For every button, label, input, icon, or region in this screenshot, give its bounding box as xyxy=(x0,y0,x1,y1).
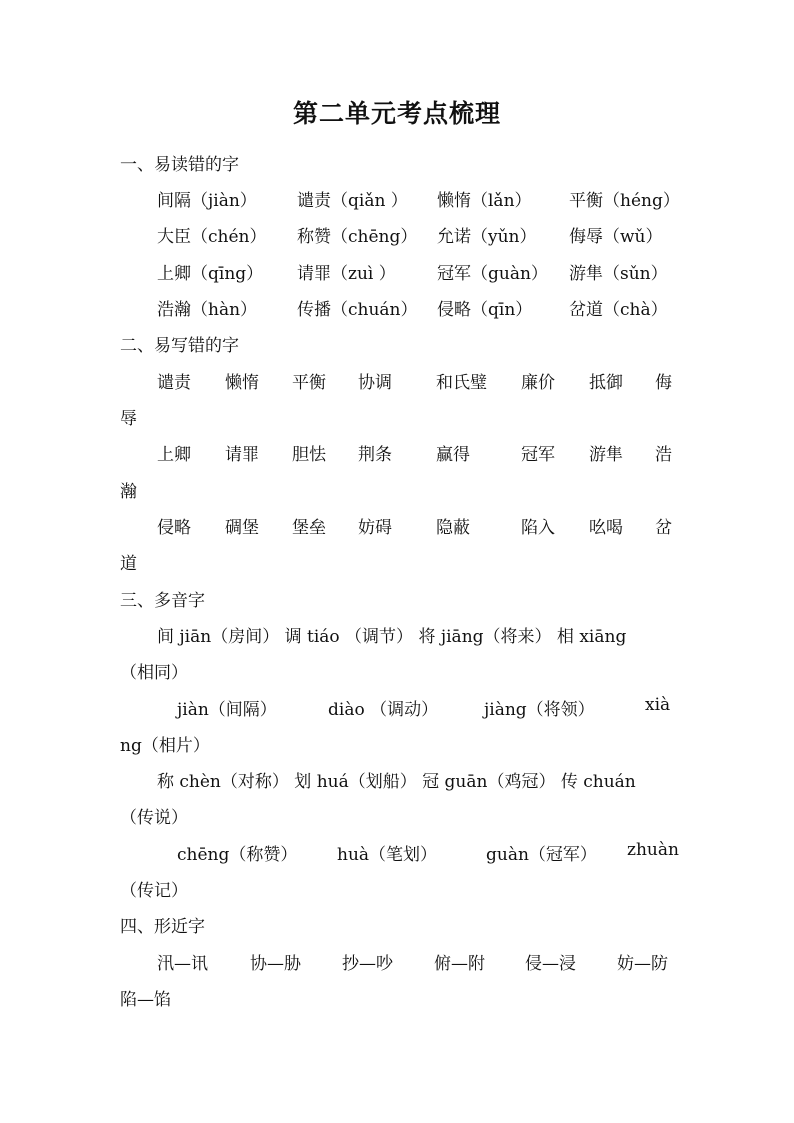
word-pinyin: 传播（chuán） xyxy=(297,300,418,320)
word: 侮 xyxy=(655,373,672,393)
word: 赢得 xyxy=(436,445,470,465)
word-pinyin: 大臣（chén） xyxy=(157,227,267,247)
polyphone-part: guàn（冠军） xyxy=(486,845,597,865)
word-pinyin: 浩瀚（hàn） xyxy=(157,300,258,320)
word: 隐蔽 xyxy=(436,518,470,538)
word: 岔 xyxy=(655,518,672,538)
word: 懒惰 xyxy=(225,373,259,393)
polyphone-wrap: （相同） xyxy=(120,663,188,683)
section2-heading: 二、易写错的字 xyxy=(120,336,239,356)
word: 浩 xyxy=(655,445,672,465)
page-title: 第二单元考点梳理 xyxy=(292,99,501,128)
word: 抵御 xyxy=(589,373,623,393)
word-pinyin: 侮辱（wǔ） xyxy=(569,227,663,247)
wrapped-char: 辱 xyxy=(120,409,137,429)
polyphone-text: 间 jiān（房间） 调 tiáo （调节） 将 jiāng（将来） 相 xiāng xyxy=(157,627,627,647)
word-pinyin: 谴责（qiǎn ） xyxy=(297,191,408,211)
word-pinyin: 侵略（qīn） xyxy=(437,300,533,320)
word: 妨碍 xyxy=(358,518,392,538)
char-pair: 妨—防 xyxy=(617,954,668,974)
polyphone-part: xià xyxy=(645,695,671,715)
polyphone-part: huà（笔划） xyxy=(337,845,438,865)
word-pinyin: 允诺（yǔn） xyxy=(437,227,537,247)
word-pinyin: 平衡（héng） xyxy=(569,191,680,211)
char-pair: 侵—浸 xyxy=(525,954,576,974)
word: 冠军 xyxy=(521,445,555,465)
word: 碉堡 xyxy=(225,518,259,538)
polyphone-wrap: （传说） xyxy=(120,808,188,828)
wrapped-char: 道 xyxy=(120,554,137,574)
polyphone-part: diào （调动） xyxy=(328,700,439,720)
word: 廉价 xyxy=(521,373,555,393)
section4-heading: 四、形近字 xyxy=(120,917,205,937)
char-pair: 陷—馅 xyxy=(120,990,171,1010)
word: 协调 xyxy=(358,373,392,393)
word: 上卿 xyxy=(157,445,191,465)
word: 和氏璧 xyxy=(436,373,487,393)
section3-heading: 三、多音字 xyxy=(120,591,205,611)
word: 胆怯 xyxy=(292,445,326,465)
char-pair: 汛—讯 xyxy=(157,954,208,974)
word: 平衡 xyxy=(292,373,326,393)
polyphone-wrap: ng（相片） xyxy=(120,736,210,756)
polyphone-part: chēng（称赞） xyxy=(177,845,298,865)
polyphone-part: zhuàn xyxy=(627,840,679,860)
section1-heading: 一、易读错的字 xyxy=(120,155,239,175)
char-pair: 协—胁 xyxy=(250,954,301,974)
word: 陷入 xyxy=(521,518,555,538)
word-pinyin: 岔道（chà） xyxy=(569,300,668,320)
word-pinyin: 懒惰（lǎn） xyxy=(437,191,532,211)
word: 堡垒 xyxy=(292,518,326,538)
word: 侵略 xyxy=(157,518,191,538)
word-pinyin: 请罪（zuì ） xyxy=(297,264,396,284)
word: 请罪 xyxy=(225,445,259,465)
word-pinyin: 称赞（chēng） xyxy=(297,227,418,247)
polyphone-wrap: （传记） xyxy=(120,881,188,901)
word: 游隼 xyxy=(589,445,623,465)
word-pinyin: 间隔（jiàn） xyxy=(157,191,257,211)
polyphone-text: 称 chèn（对称） 划 huá（划船） 冠 guān（鸡冠） 传 chuán xyxy=(157,772,636,792)
word-pinyin: 游隼（sǔn） xyxy=(569,264,668,284)
char-pair: 俯—附 xyxy=(434,954,485,974)
polyphone-part: jiàn（间隔） xyxy=(177,700,277,720)
word-pinyin: 冠军（guàn） xyxy=(437,264,548,284)
word: 吆喝 xyxy=(589,518,623,538)
char-pair: 抄—吵 xyxy=(342,954,393,974)
word: 荆条 xyxy=(358,445,392,465)
polyphone-part: jiàng（将领） xyxy=(484,700,595,720)
word: 谴责 xyxy=(157,373,191,393)
wrapped-char: 瀚 xyxy=(120,482,137,502)
word-pinyin: 上卿（qīng） xyxy=(157,264,264,284)
